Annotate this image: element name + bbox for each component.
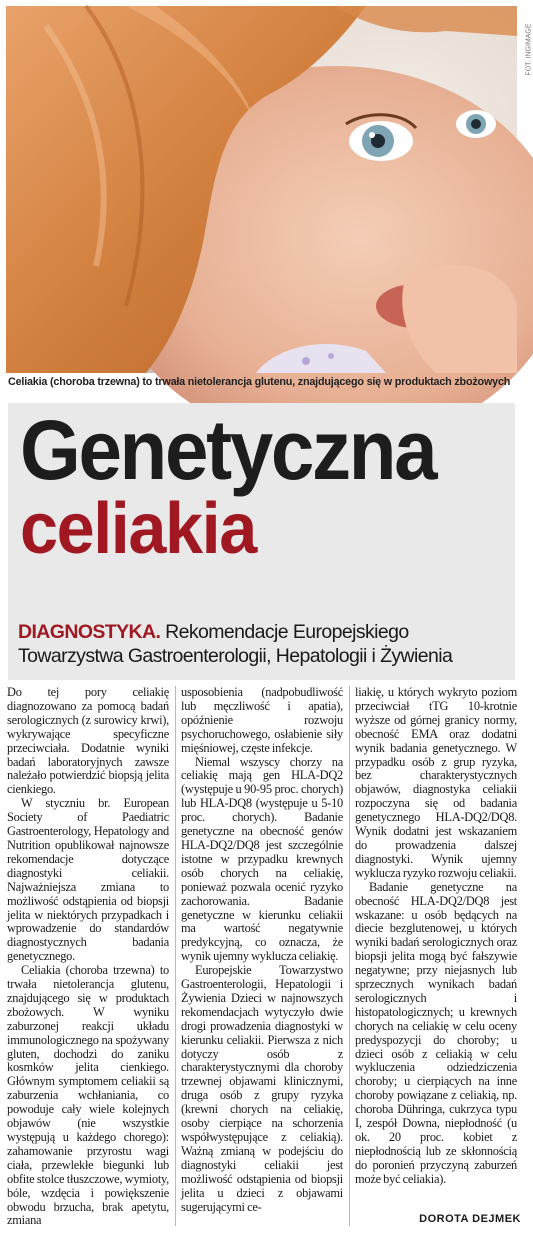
paragraph: W styczniu br. European Society of Paediatric Gastroenterology, Hepatology and Nutrition opublikował najnowsze rekomendacje dotyczące diagnostyki celiakii. Najważniejsza zmiana to możliwość odstąpienia od biopsji jelita w niektórych przypadkach i wprowadzenie do standardów diagnostycznych badania genetycznego. (7, 796, 169, 964)
child-eating-photo (6, 6, 517, 373)
column-2 (181, 686, 343, 1214)
column-divider (349, 686, 350, 1226)
lead-text: Rekomendacje Europejskiego Towarzystwa Gastroenterologii, Hepatologii i Żywienia (18, 621, 453, 667)
paragraph: Celiakia (choroba trzewna) to trwała nietolerancja glutenu, znajdującego się w produktach zbożowych. W wyniku zaburzonej reakcji układu immunologicznego na spożywany gluten, dochodzi do zaniku kosmków jelita cienkiego. Głównym symptomem celiakii są zaburzenia wchłaniania, co powoduje cały wiele kolejnych objawów (nie wszystkie występują u każdego chorego): zahamowanie przyrostu wagi ciała, przewlekłe biegunki lub obfite stolce tłuszczowe, wymioty, bóle, wzdęcia i powiększenie obwodu brzucha, brak apetytu, zmiana (7, 963, 169, 1228)
lead (18, 620, 513, 668)
headline-line-1: Genetyczna (20, 403, 436, 497)
article-body (7, 686, 517, 1226)
headline (20, 403, 467, 569)
headline-line-2: celiakia (20, 488, 256, 569)
paragraph: usposobienia (nadpobudliwość lub męczliwość i apatia), opóźnienie rozwoju psychoruchowego, osłabienie siły mięśniowej, częste infekcje. (181, 685, 343, 755)
column-1 (7, 686, 169, 1228)
paragraph: Badanie genetyczne na obecność HLA-DQ2/DQ8 jest wskazane: u osób będących na diecie bezglutenowej, u których wyniki badań serologicznych oraz biopsji jelita mogą być fałszywie negatywne; przy niejasnych lub sprzecznych wynikach badań serologicznych i histopatologicznych; u krewnych chorych na celiakię w celu oceny predyspozycji do choroby; u dzieci osób z celiakią w celu wykluczenia odziedziczenia choroby; u cierpiących na inne choroby powiązane z celiakią, np. choroba Dühringa, cukrzyca typu I, zespół Downa, niepłodność (u ok. 20 proc. kobiet z niepłodnością lub ze skłonnością do poronień przyczyną zaburzeń może być celiakia). (355, 879, 517, 1186)
column-divider (175, 686, 176, 1226)
paragraph: liakię, u których wykryto poziom przeciwciał tTG 10-krotnie wyższe od górnej granicy normy, obecność EMA oraz dodatni wynik badania genetycznego. W przypadku osób z grup ryzyka, bez charakterystycznych objawów, diagnostyka celiakii rozpoczyna się od badania genetycznego HLA-DQ2/DQ8. Wynik dodatni jest wskazaniem do prowadzenia dalszej diagnostyki. Wynik ujemny wyklucza ryzyko rozwoju celiakii. (355, 685, 517, 880)
paragraph: Niemal wszyscy chorzy na celiakię mają gen HLA-DQ2 (występuje u 90-95 proc. chorych) lub HLA-DQ8 (występuje u 5-10 proc. chorych). Badanie genetyczne na obecność genów HLA-DQ2/DQ8 jest szczególnie istotne w przypadku krewnych osób chorych na celiakię, ponieważ pozwala ocenić ryzyko zachorowania. Badanie genetyczne w kierunku celiakii ma wartość negatywnie predykcyjną, co oznacza, że wynik ujemny wyklucza celiakię. (181, 754, 343, 964)
headline-box (8, 403, 515, 680)
photo-credit: FOT. INGIMAGE (525, 23, 533, 76)
paragraph: Do tej pory celiakię diagnozowano za pomocą badań serologicznych (z surowicy krwi), wykrywające specyficzne przeciwciała. Dodatnie wyniki badań laboratoryjnych zawsze należało potwierdzić biopsją jelita cienkiego. (7, 685, 169, 797)
author-byline: DOROTA DEJMEK (419, 1213, 521, 1225)
article-photo (6, 6, 533, 373)
photo-caption: Celiakia (choroba trzewna) to trwała nietolerancja glutenu, znajdującego się w produktach zbożowych (8, 376, 511, 388)
lead-kicker: DIAGNOSTYKA. (18, 621, 161, 643)
column-3 (355, 686, 517, 1187)
paragraph: Europejskie Towarzystwo Gastroenterologii, Hepatologii i Żywienia Dzieci w najnowszych rekomendacjach wytyczyło dwie drogi prowadzenia diagnostyki w kierunku celiakii. Pierwsza z nich dotyczy osób z charakterystycznymi dla choroby trzewnej objawami klinicznymi, druga osób z grupy ryzyka (krewni chorych na celiakię, osoby cierpiące na schorzenia współwystępujące z celiakią). Ważną zmianą w podejściu do diagnostyki celiakii jest możliwość odstąpienia od biopsji jelita u dzieci z objawami sugerującymi ce- (181, 963, 343, 1214)
